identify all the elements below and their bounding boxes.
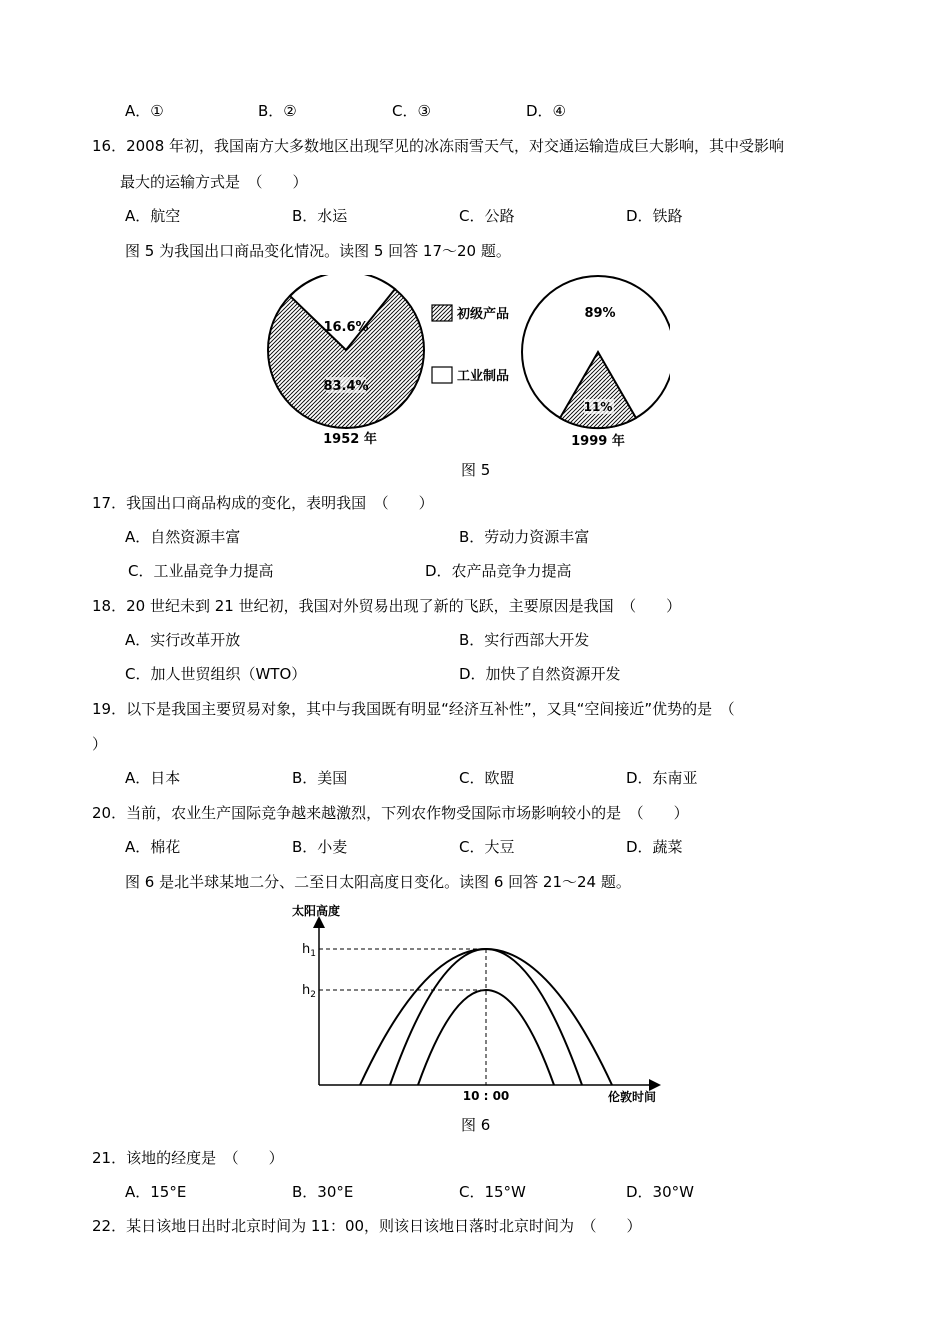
legend-industrial-swatch	[432, 367, 452, 383]
pie-1952-top-label: 16.6%	[323, 320, 369, 335]
q18-option-d: D．加快了自然资源开发	[459, 665, 621, 683]
q18-option-c: C．加人世贸组织（WTO）	[125, 665, 307, 683]
q16-option-a: A．航空	[125, 207, 181, 225]
x-tick-label: 10 : 00	[462, 1089, 510, 1103]
q16-stem-line2: 最大的运输方式是 （ ）	[120, 173, 308, 191]
q19-stem-line2: ）	[92, 735, 108, 753]
q17-option-b: B．劳动力资源丰富	[459, 528, 590, 546]
q20-stem: 20．当前，农业生产国际竞争越来越激烈，下列农作物受国际市场影响较小的是 （ ）	[92, 804, 689, 822]
q21-option-d: D．30°W	[626, 1183, 694, 1201]
q18-option-b: B．实行西部大开发	[459, 631, 590, 649]
pie-1999	[522, 276, 670, 449]
q21-option-b: B．30°E	[292, 1183, 354, 1201]
q15-option-d: D．④	[526, 102, 566, 120]
pie-1999-year-label: 1999 年	[571, 434, 625, 449]
q19-stem-line1: 19．以下是我国主要贸易对象，其中与我国既有明显“经济互补性”，又具“空间接近”优势的是 （	[92, 700, 735, 718]
figure5-caption: 图 5	[461, 461, 491, 479]
q16-option-b: B．水运	[292, 207, 348, 225]
q15-option-a: A．①	[125, 102, 164, 120]
figure5-intro: 图 5 为我国出口商品变化情况。读图 5 回答 17～20 题。	[125, 242, 511, 260]
q15-option-c: C．③	[392, 102, 431, 120]
q18-option-a: A．实行改革开放	[125, 631, 241, 649]
q21-option-c: C．15°W	[459, 1183, 526, 1201]
figure6-intro: 图 6 是北半球某地二分、二至日太阳高度日变化。读图 6 回答 21～24 题。	[125, 873, 631, 891]
q16-option-d: D．铁路	[626, 207, 683, 225]
figure5-pie-charts	[250, 275, 670, 455]
q21-stem: 21．该地的经度是 （ ）	[92, 1149, 284, 1167]
q18-stem: 18．20 世纪未到 21 世纪初，我国对外贸易出现了新的飞跃，主要原因是我国 （ ）	[92, 597, 682, 615]
q17-stem: 17．我国出口商品构成的变化，表明我国 （ ）	[92, 494, 434, 512]
q19-option-c: C．欧盟	[459, 769, 515, 787]
q16-stem-line1: 16．2008 年初，我国南方大多数地区出现罕见的冰冻雨雪天气，对交通运输造成巨大影响，其中受影响	[92, 137, 785, 155]
q19-option-b: B．美国	[292, 769, 348, 787]
y-axis-label: 太阳高度	[292, 904, 341, 918]
figure6-sun-altitude-chart	[280, 898, 670, 1108]
q22-stem: 22．某日该地日出时北京时间为 11：00，则该日该地日落时北京时间为 （ ）	[92, 1217, 642, 1235]
x-axis-label: 伦敦时间	[607, 1090, 657, 1104]
pie-1952	[268, 275, 424, 447]
q16-option-c: C．公路	[459, 207, 515, 225]
q20-option-c: C．大豆	[459, 838, 515, 856]
legend-primary-swatch	[432, 305, 452, 321]
q17-option-d: D．农产品竞争力提高	[425, 562, 572, 580]
q19-option-d: D．东南亚	[626, 769, 698, 787]
legend-industrial-label: 工业制品	[457, 369, 510, 384]
h2-tick-label: $h_2$	[302, 983, 316, 1000]
q17-option-a: A．自然资源丰富	[125, 528, 241, 546]
pie-1999-top-label: 89%	[584, 306, 616, 321]
q20-option-d: D．蔬菜	[626, 838, 683, 856]
q20-option-b: B．小麦	[292, 838, 348, 856]
h1-tick-label: $h_1$	[302, 942, 316, 959]
figure6-caption: 图 6	[461, 1116, 491, 1134]
figure5-legend	[432, 305, 509, 384]
legend-primary-label: 初级产品	[457, 307, 510, 322]
q15-option-b: B．②	[258, 102, 297, 120]
pie-1999-bottom-label: 11%	[583, 400, 613, 414]
q19-option-a: A．日本	[125, 769, 181, 787]
q20-option-a: A．棉花	[125, 838, 181, 856]
pie-1952-year-label: 1952 年	[323, 432, 377, 447]
pie-1952-bottom-label: 83.4%	[323, 379, 369, 394]
q21-option-a: A．15°E	[125, 1183, 187, 1201]
q17-option-c: C．工业晶竞争力提高	[128, 562, 274, 580]
